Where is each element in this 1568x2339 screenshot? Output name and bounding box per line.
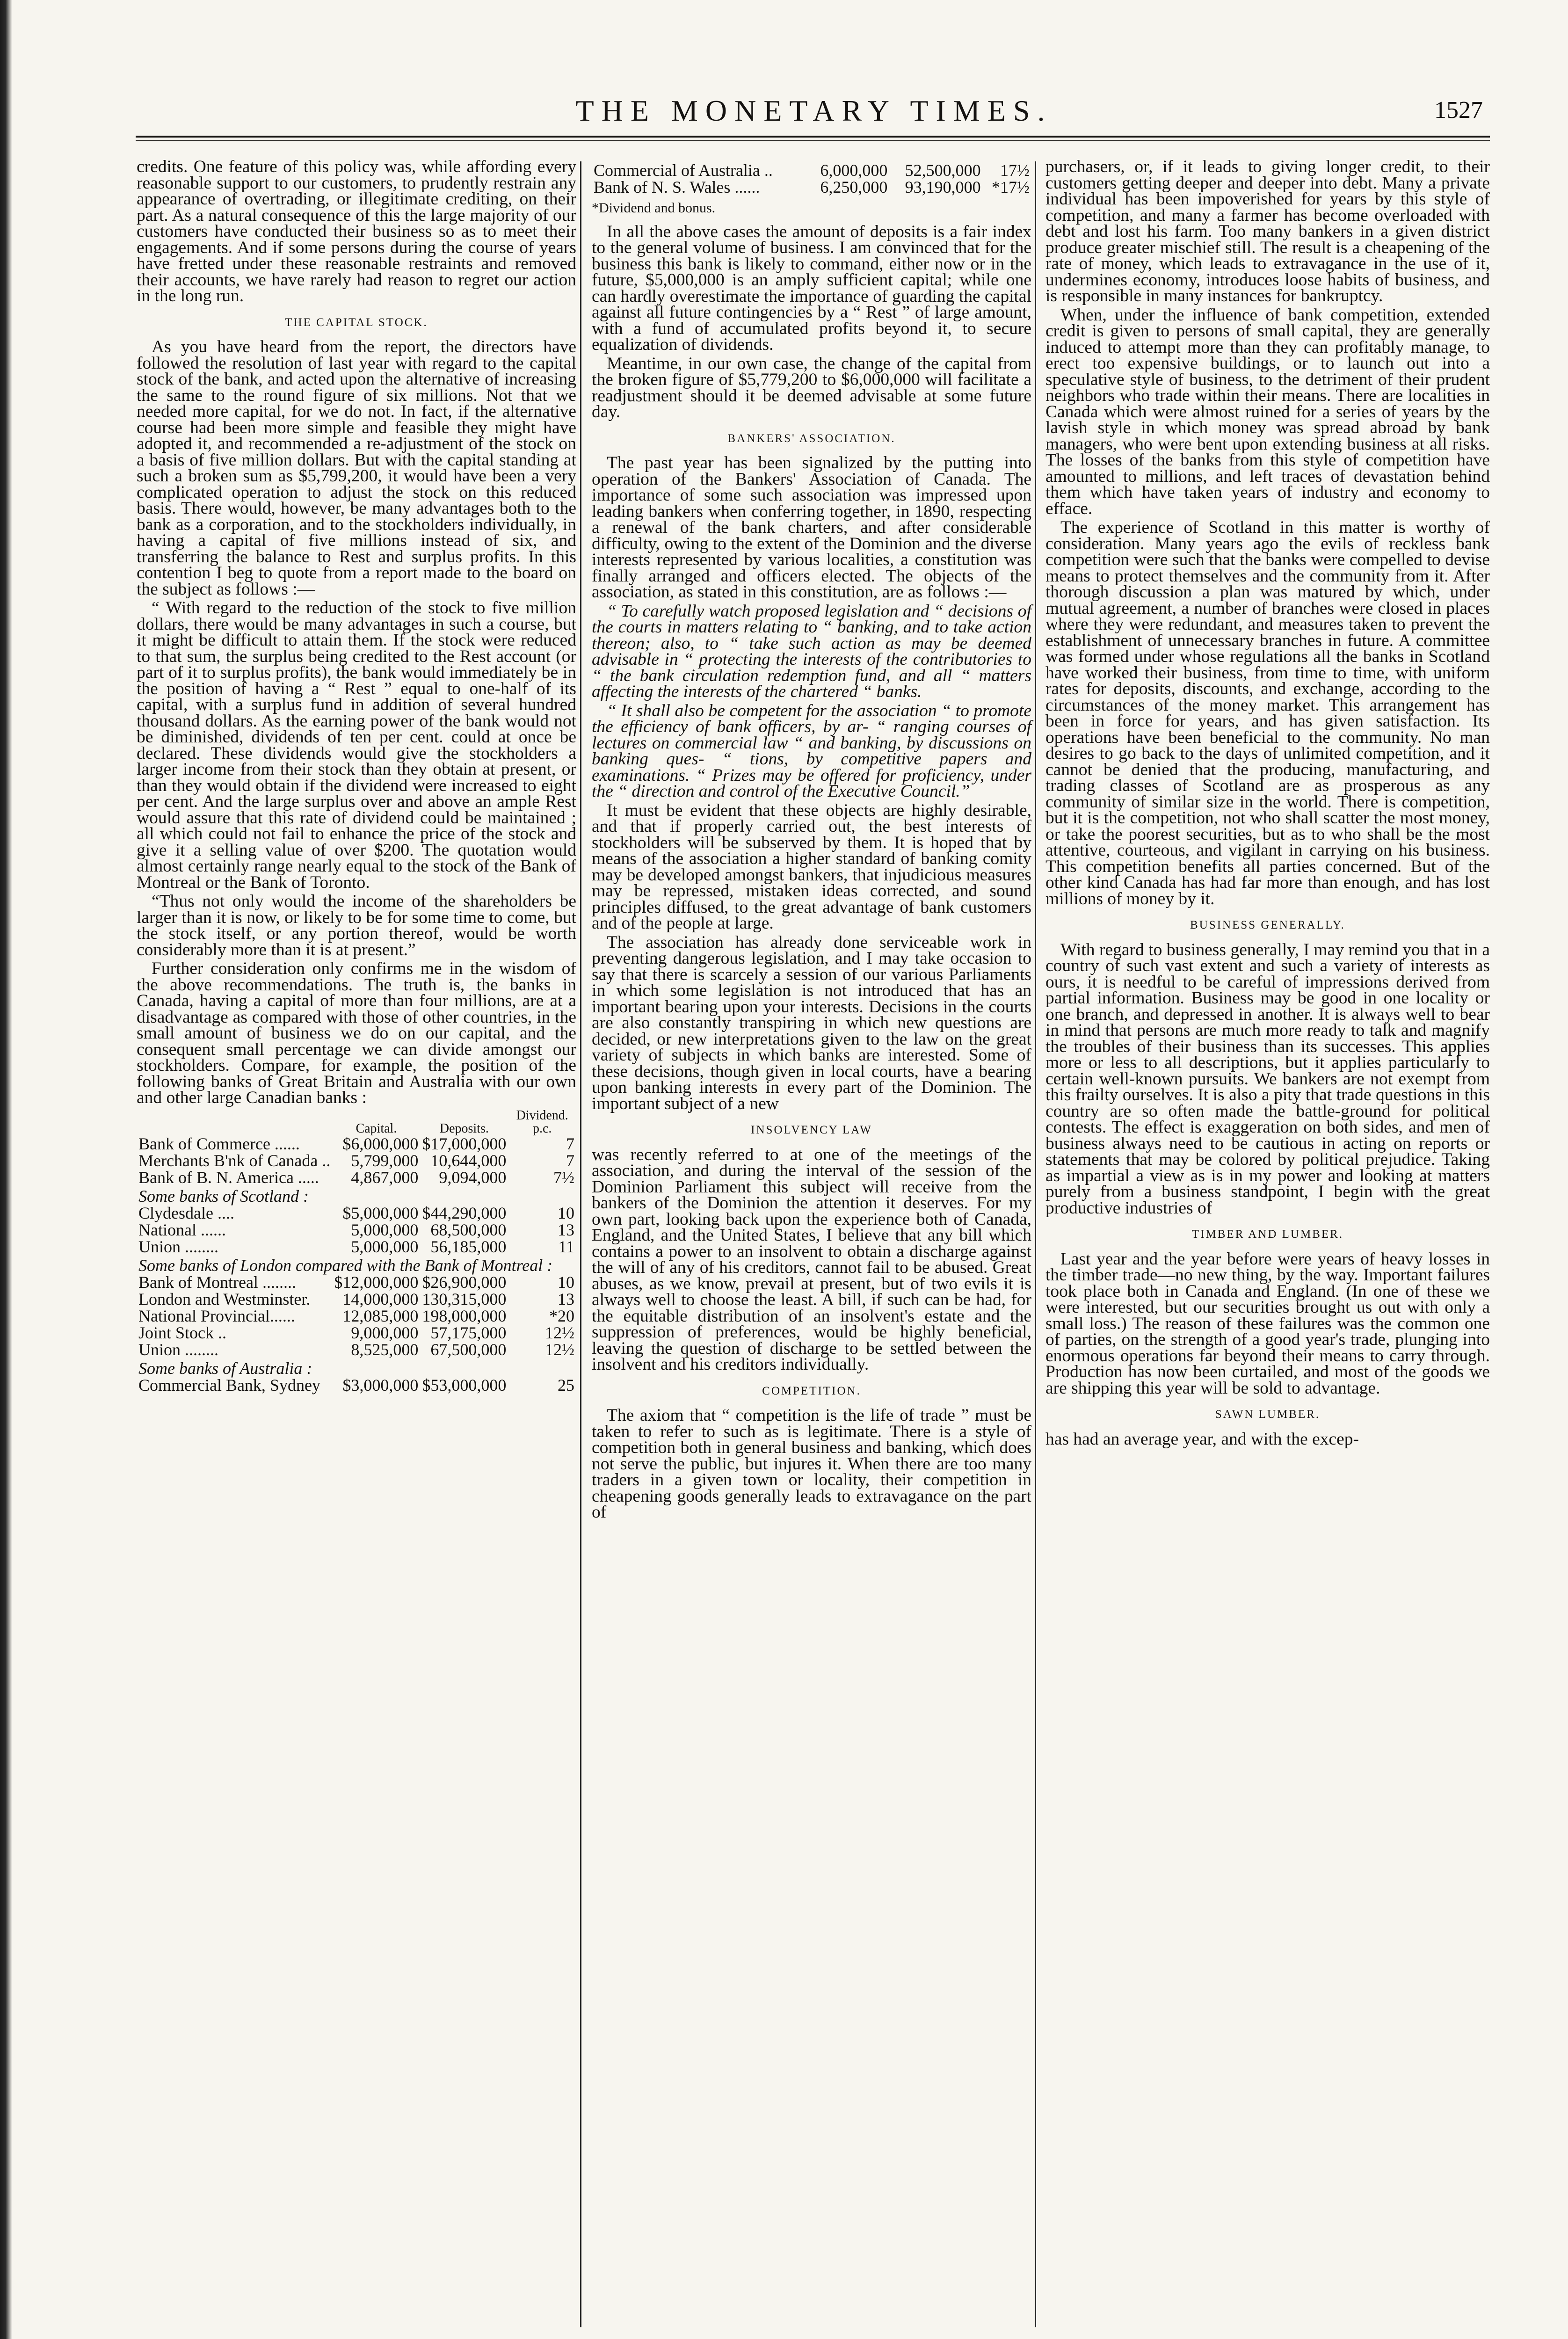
section-heading: BUSINESS GENERALLY. [1190,919,1345,931]
header-rule-thin [136,140,1490,141]
table-row: Union ........ 8,525,000 67,500,000 12½ [138,1340,574,1359]
paragraph: “ With regard to the reduction of the stock to five million dollars, there would be many advantages in such a course, but it might be difficult to attain them. If the stock were reduced to that sum, the surplus being credited to the Rest account (or part of it to surplus profits), the bank would immediately be in the position of having a “ Rest ” equal to one-half of its capital, with a surplus fund in addition of several hundred thousand dollars. As the earning power of the bank would not be diminished, dividends of ten per cent. could at once be declared. These dividends would give the stockholders a larger income from their stock than they obtain at present, or than they would obtain if the dividend were increased to eight per cent. And the large surplus over and above an ample Rest would assure that this rate of dividend could be maintained ; all which could not fail to enhance the price of the stock and give it a selling value of over $200. The quotation would almost certainly range nearly equal to the stock of the Bank of Montreal or the Bank of Toronto. [137,598,576,892]
paragraph: The experience of Scotland in this matter is worthy of consideration. Many years ago the evils of reckless bank competition were such that the banks were compelled to devise means to protect themselves and the community from it. After thorough discussion a plan was matured by which, under mutual agreement, a number of branches were closed in places where they were redundant, and measures taken to prevent the establishment of unnecessary branches in future. A committee was formed under whose regulations all the banks in Scotland have worked their business, from time to time, with uniform rates for deposits, discounts, and exchange, according to the circumstances of the money market. This arrangement has been in force for years, and has given satisfaction. Its operations have been beneficial to the community. No man desires to go back to the days of unlimited competition, and it cannot be denied that the producing, manufacturing, and trading classes of Scotland are as prosperous as any community of similar size in the world. There is competition, but it is the competition, not who shall scatter the most money, or take the poorest securities, but as to who shall be the most attentive, courteous, and vigilant in carrying on his business. This competition benefits all parties concerned. But of the other kind Canada has had far more than enough, and has lost millions of money by it. [1045,518,1490,908]
table-row: Merchants B'nk of Canada .. 5,799,000 10,644,000 7 [138,1151,574,1170]
table-subheading: Some banks of Scotland : [138,1186,309,1206]
paragraph: It must be evident that these objects are highly desirable, and that if properly carried out, the best interests of stockholders will be subserved by them. It is hoped that by means of the association a higher standard of banking comity may be developed amongst bankers, that injudicious measures may be repressed, mistaken ideas corrected, and sound principles diffused, to the great advantage of bank customers and of the people at large. [592,800,1031,933]
table-row: Joint Stock .. 9,000,000 57,175,000 12½ [138,1323,574,1342]
section-heading: THE CAPITAL STOCK. [285,316,428,329]
scan-edge [0,0,12,2339]
paragraph: As you have heard from the report, the directors have followed the resolution of last year with regard to the capital stock of the bank, and acted upon the alternative of increasing the same to the round figure of six millions. Not that we needed more capital, for we do not. In fact, if the alternative course had been more simple and feasible they might have adopted it, and recommended a re-adjustment of the stock on a basis of five million dollars. But with the capital standing at such a broken sum as $5,799,200, it would have been a very complicated operation to adjust the stock on this reduced basis. There would, however, be many advantages both to the bank as a corporation, and to the stockholders individually, in having a capital of five millions instead of six, and transferring the balance to Rest and surplus profits. In this contention I beg to quote from a report made to the board on the subject as follows :— [137,337,576,599]
paragraph: In all the above cases the amount of deposits is a fair index to the general volume of business. I am convinced that for the business this bank is likely to command, either now or in the future, $5,000,000 is an amply sufficient capital; while one can hardly overestimate the importance of guarding the capital against all future contingencies by a “ Rest ” of large amount, with a fund of accumulated profits beyond it, to secure equalization of dividends. [592,222,1031,354]
bank-comparison-table [137,1109,576,1394]
table-header-row [137,1109,576,1135]
table-row: National ...... 5,000,000 68,500,000 13 [138,1220,574,1239]
section-heading: SAWN LUMBER. [1215,1408,1321,1421]
table-subheading: Some banks of London compared with the Bank of Montreal : [138,1256,553,1275]
table-subheading: Some banks of Australia : [138,1358,312,1378]
section-heading: COMPETITION. [762,1384,861,1397]
bank-comparison-table-continued [592,162,1031,196]
section-heading: INSOLVENCY LAW [751,1124,872,1136]
table-row: National Provincial...... 12,085,000 198,000,000 *20 [138,1306,574,1325]
paragraph: credits. One feature of this policy was, while affording every reasonable support to our customers, to prudently restrain any appearance of overtrading, or illegitimate crediting, on their part. As a natural consequence of this the large majority of our customers have conducted their business so as to meet their engagements. And if some persons during the course of years have fretted under these reasonable restraints and removed their accounts, we have rarely had reason to regret our action in the long run. [137,157,576,305]
paragraph: When, under the influence of bank competition, extended credit is given to persons of small capital, they are generally induced to attempt more than they can profitably manage, to erect too expensive buildings, or to launch out into a speculative style of business, to the detriment of their prudent neighbors who trade within their means. There are localities in Canada which were almost ruined for a series of years by the lavish style in which money was spread abroad by bank managers, who were bent upon extending business at all risks. The losses of the banks from this style of competition have amounted to millions, and left traces of devastation behind them which have taken years of industry and economy to efface. [1045,305,1490,518]
column-divider [580,161,581,2327]
column-header: Capital. [356,1121,397,1136]
paragraph: Meantime, in our own case, the change of the capital from the broken figure of $5,779,200 to $6,000,000 will facilitate a readjustment should it be deemed advisable at some future day. [592,354,1031,421]
paragraph: “Thus not only would the income of the shareholders be larger than it is now, or likely to be for some time to come, but the stock itself, or any portion thereof, would be worth considerably more than it is at present.” [137,892,576,959]
paragraph: The association has already done serviceable work in preventing dangerous legislation, and I may take occasion to say that there is scarcely a session of our various Parliaments in which some legislation is not introduced that has an important bearing upon your interests. Decisions in the courts are also constantly transpiring in which new questions are decided, or new interpretations given to the law on the great variety of subjects in which banks are interested. Some of these decisions, though given in local courts, have a bearing upon banking interests in every part of the Dominion. The important subject of a new [592,932,1031,1113]
column-header: Deposits. [439,1121,489,1136]
column-1 [137,159,576,1396]
column-3 [1045,159,1490,1450]
quoted-paragraph: “ To carefully watch proposed legislation and “ decisions of the courts in matters relating to “ banking, and to take action thereon; also, to “ take such action as may be deemed advisable in “ protecting the interests of the contributories to “ the bank circulation redemption fund, and all “ matters affecting the interests of the chartered “ banks. [592,601,1031,701]
section-heading: TIMBER AND LUMBER. [1191,1228,1344,1241]
paragraph: Further consideration only confirms me in the wisdom of the above recommendations. The truth is, the banks in Canada, having a capital of more than four millions, are at a disadvantage as compared with those of other countries, in the small amount of business we do on our capital, and the consequent small percentage we can divide amongst our stockholders. Compare, for example, the position of the following banks of Great Britain and Australia with our own and other large Canadian banks : [137,959,576,1107]
quoted-paragraph: “ It shall also be competent for the association “ to promote the efficiency of bank officers, by ar- “ ranging courses of lectures on commercial law “ and banking, by discussions on banking ques- “ tions, by competitive papers and examinations. “ Prizes may be offered for proficiency, under the “ direction and control of the Executive Council.” [592,701,1031,801]
page-header [136,94,1492,131]
table-row: Bank of B. N. America ..... 4,867,000 9,094,000 7½ [138,1168,574,1187]
paragraph: has had an average year, and with the excep- [1045,1429,1359,1449]
masthead-title: THE MONETARY TIMES. [575,94,1053,127]
table-row: Union ........ 5,000,000 56,185,000 11 [138,1237,574,1256]
page-number: 1527 [1434,97,1483,123]
table-row: Commercial of Australia .. 6,000,000 52,500,000 17½ [594,161,1030,180]
column-divider [1035,161,1036,2327]
table-row: London and Westminster. 14,000,000 130,315,000 13 [138,1289,574,1308]
table-row: Clydesdale .... $5,000,000 $44,290,000 10 [138,1203,574,1222]
column-header: Dividend. p.c. [516,1108,568,1136]
paragraph: Last year and the year before were years of heavy losses in the timber trade—no new thing, by the way. Important failures took place both in Canada and England. (In one of these we were interested, but our securities brought us out with only a small loss.) The reason of these failures was the common one of parties, on the strength of a good year's trade, plunging into enormous operations far beyond their means to carry through. Production has now been curtailed, and most of the goods we are shipping this year will be sold to advantage. [1045,1249,1490,1398]
table-row: Bank of Montreal ........ $12,000,000 $26,900,000 10 [138,1272,574,1292]
paragraph: purchasers, or, if it leads to giving longer credit, to their customers getting deeper and deeper into debt. Many a private individual has been impoverished for years by this style of competition, and many a farmer has become overloaded with debt and lost his farm. Too many bankers in a given district produce greater mischief still. The result is a cheapening of the rate of money, which leads to extravagance in the use of it, undermines economy, introduces loose habits of business, and is responsible in many instances for bankruptcy. [1045,157,1490,305]
paragraph: The past year has been signalized by the putting into operation of the Bankers' Association of Canada. The importance of some such association was impressed upon leading bankers when conferring together, in 1890, respecting a renewal of the bank charters, and after considerable difficulty, owing to the extent of the Dominion and the diverse interests represented by various localities, a constitution was finally arranged and officers elected. The objects of the association, as stated in this constitution, are as follows :— [592,453,1031,602]
table-footnote: *Dividend and bonus. [592,200,716,216]
paragraph: The axiom that “ competition is the life of trade ” must be taken to refer to such as is legitimate. There is a style of competition both in general business and banking, which does not serve the public, but injures it. When there are too many traders in a given town or locality, their competition in cheapening goods generally leads to extravagance on the part of [592,1406,1031,1522]
table-row: Bank of N. S. Wales ...... 6,250,000 93,190,000 *17½ [594,178,1030,196]
section-heading: BANKERS' ASSOCIATION. [727,432,896,445]
paragraph: was recently referred to at one of the meetings of the association, and during the interval of the session of the Dominion Parliament this subject will receive from the bankers of the Dominion the attention it deserves. For my own part, looking back upon the experience both of Canada, England, and the United States, I believe that any bill which contains a power to an insolvent to obtain a discharge against the will of any of his creditors, cannot fail to be abused. Great abuses, as we know, prevail at present, but of two evils it is always well to choose the least. A bill, if such can be had, for the equitable distribution of an insolvent's estate and the suppression of preferences, would be highly beneficial, leaving the question of discharge to be settled between the insolvent and his creditors individually. [592,1145,1031,1374]
paragraph: With regard to business generally, I may remind you that in a country of such vast extent and such a variety of interests as ours, it is needful to be careful of impressions derived from partial information. Business may be good in one locality or one branch, and depressed in another. It is always well to bear in mind that persons are much more ready to talk and magnify the troubles of their business than its successes. This applies more or less to all descriptions, but it applies particularly to certain well-known pursuits. We bankers are not exempt from this frailty ourselves. It is also a pity that trade questions in this country are so often made the battle-ground for political contests. The effect is exaggeration on both sides, and men of business always need to be cautious in acting on reports or statements that may be colored by political prejudice. Taking as impartial a view as is in my power and looking at matters purely from a business standpoint, I begin with the great productive industries of [1045,940,1490,1218]
column-2 [592,159,1031,1524]
header-rule [136,136,1490,138]
table-row: Bank of Commerce ...... $6,000,000 $17,000,000 7 [138,1134,574,1153]
table-row: Commercial Bank, Sydney $3,000,000 $53,000,000 25 [138,1375,574,1395]
